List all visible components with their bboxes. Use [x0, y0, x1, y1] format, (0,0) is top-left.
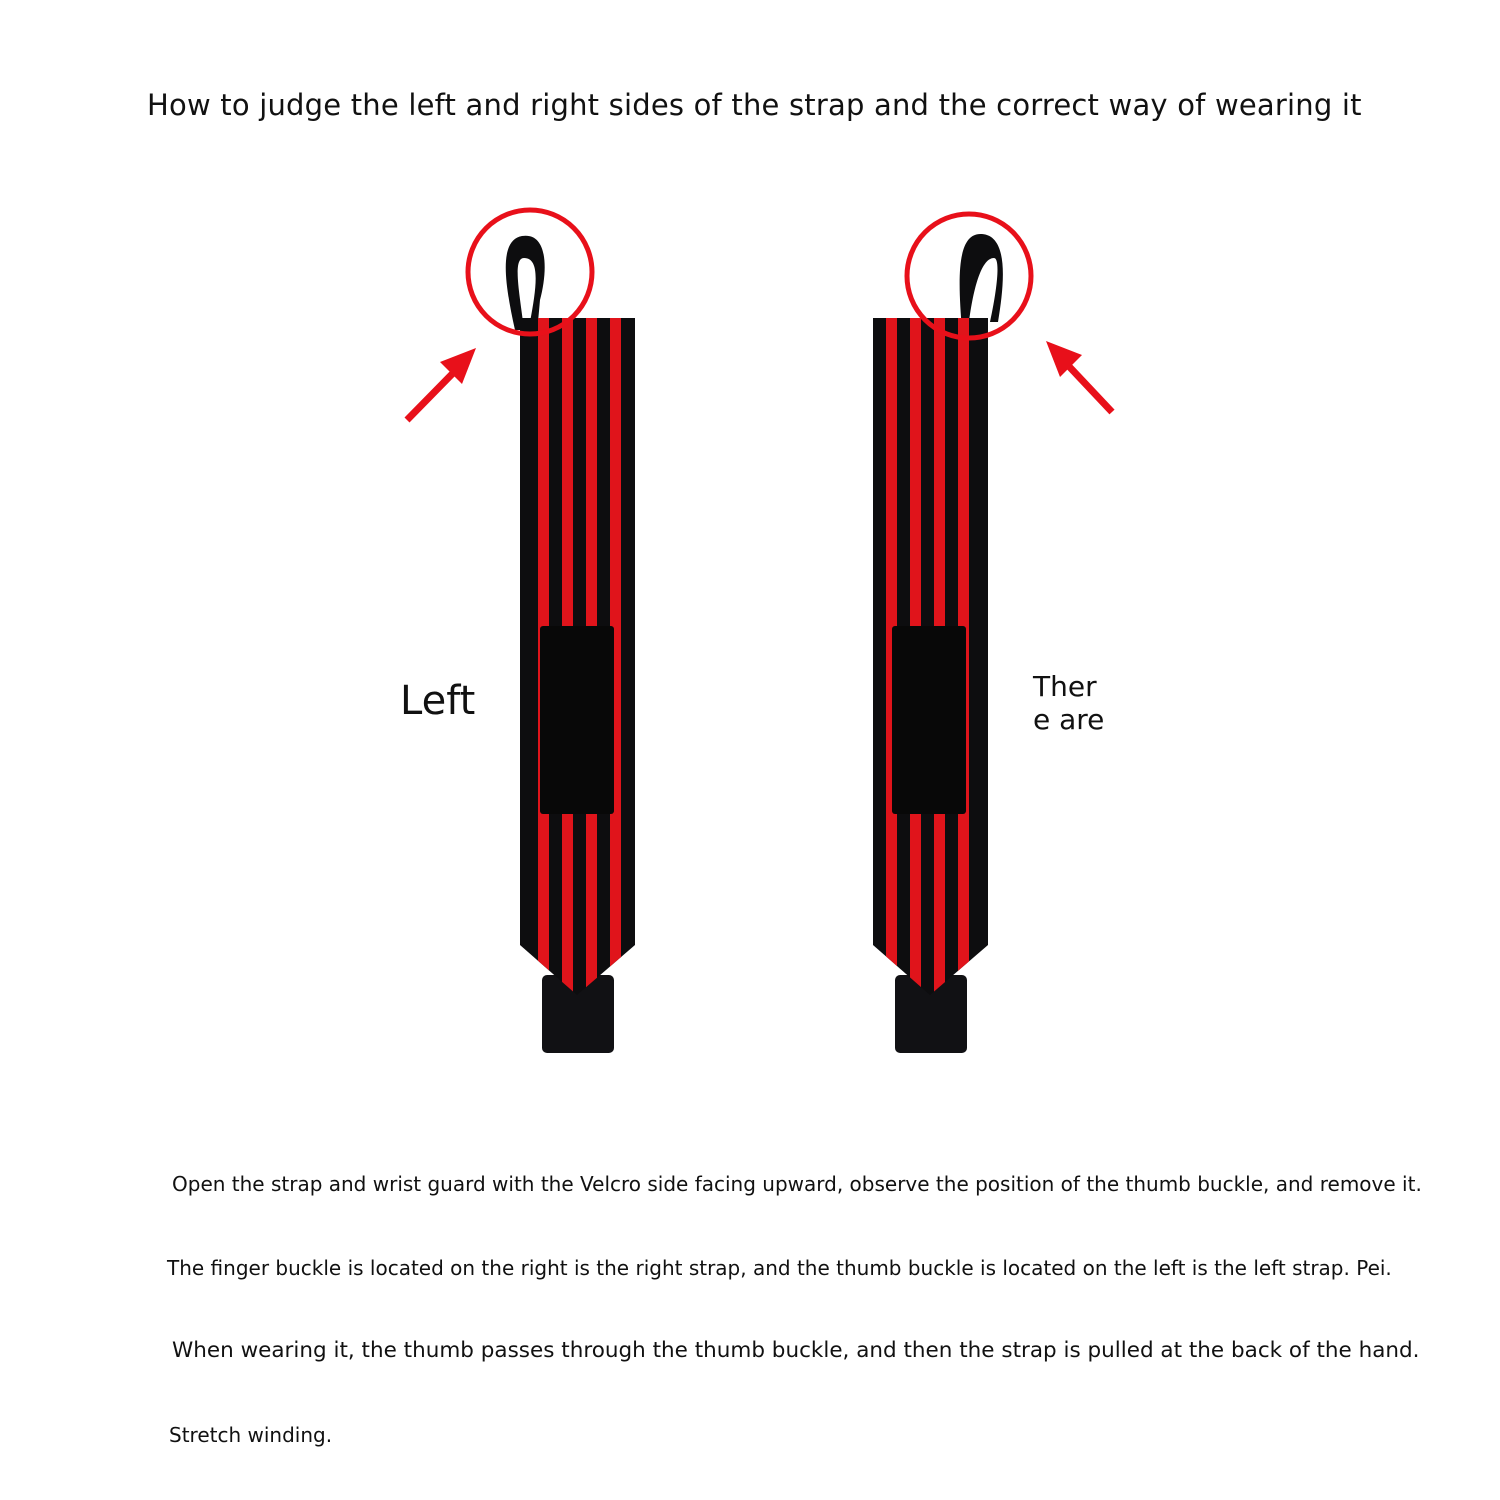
left-strap — [506, 236, 635, 1053]
arrow-icon-left — [407, 348, 476, 420]
right-strap-label-line2: e are — [1033, 703, 1105, 736]
right-strap — [873, 234, 1003, 1053]
circle-highlight-left — [468, 210, 592, 334]
thumb-loop-left — [506, 236, 545, 330]
right-strap-label — [1033, 670, 1104, 736]
instruction-2: The finger buckle is located on the right is the right strap, and the thumb buckle is located on the left is the left strap. Pei. — [167, 1256, 1392, 1280]
right-strap-label-line1: Ther — [1033, 670, 1097, 703]
page-title: How to judge the left and right sides of the strap and the correct way of wearing it — [147, 88, 1362, 122]
instruction-1: Open the strap and wrist guard with the Velcro side facing upward, observe the position of the thumb buckle, and remove it. — [172, 1172, 1422, 1196]
velcro-patch-right — [892, 626, 966, 814]
instruction-3: When wearing it, the thumb passes through the thumb buckle, and then the strap is pulled at the back of the hand. — [172, 1338, 1420, 1363]
instruction-4: Stretch winding. — [169, 1423, 333, 1447]
left-strap-label: Left — [400, 678, 476, 724]
arrow-icon-right — [1046, 341, 1112, 412]
thumb-loop-right — [960, 234, 1003, 330]
velcro-patch-left — [540, 626, 614, 814]
